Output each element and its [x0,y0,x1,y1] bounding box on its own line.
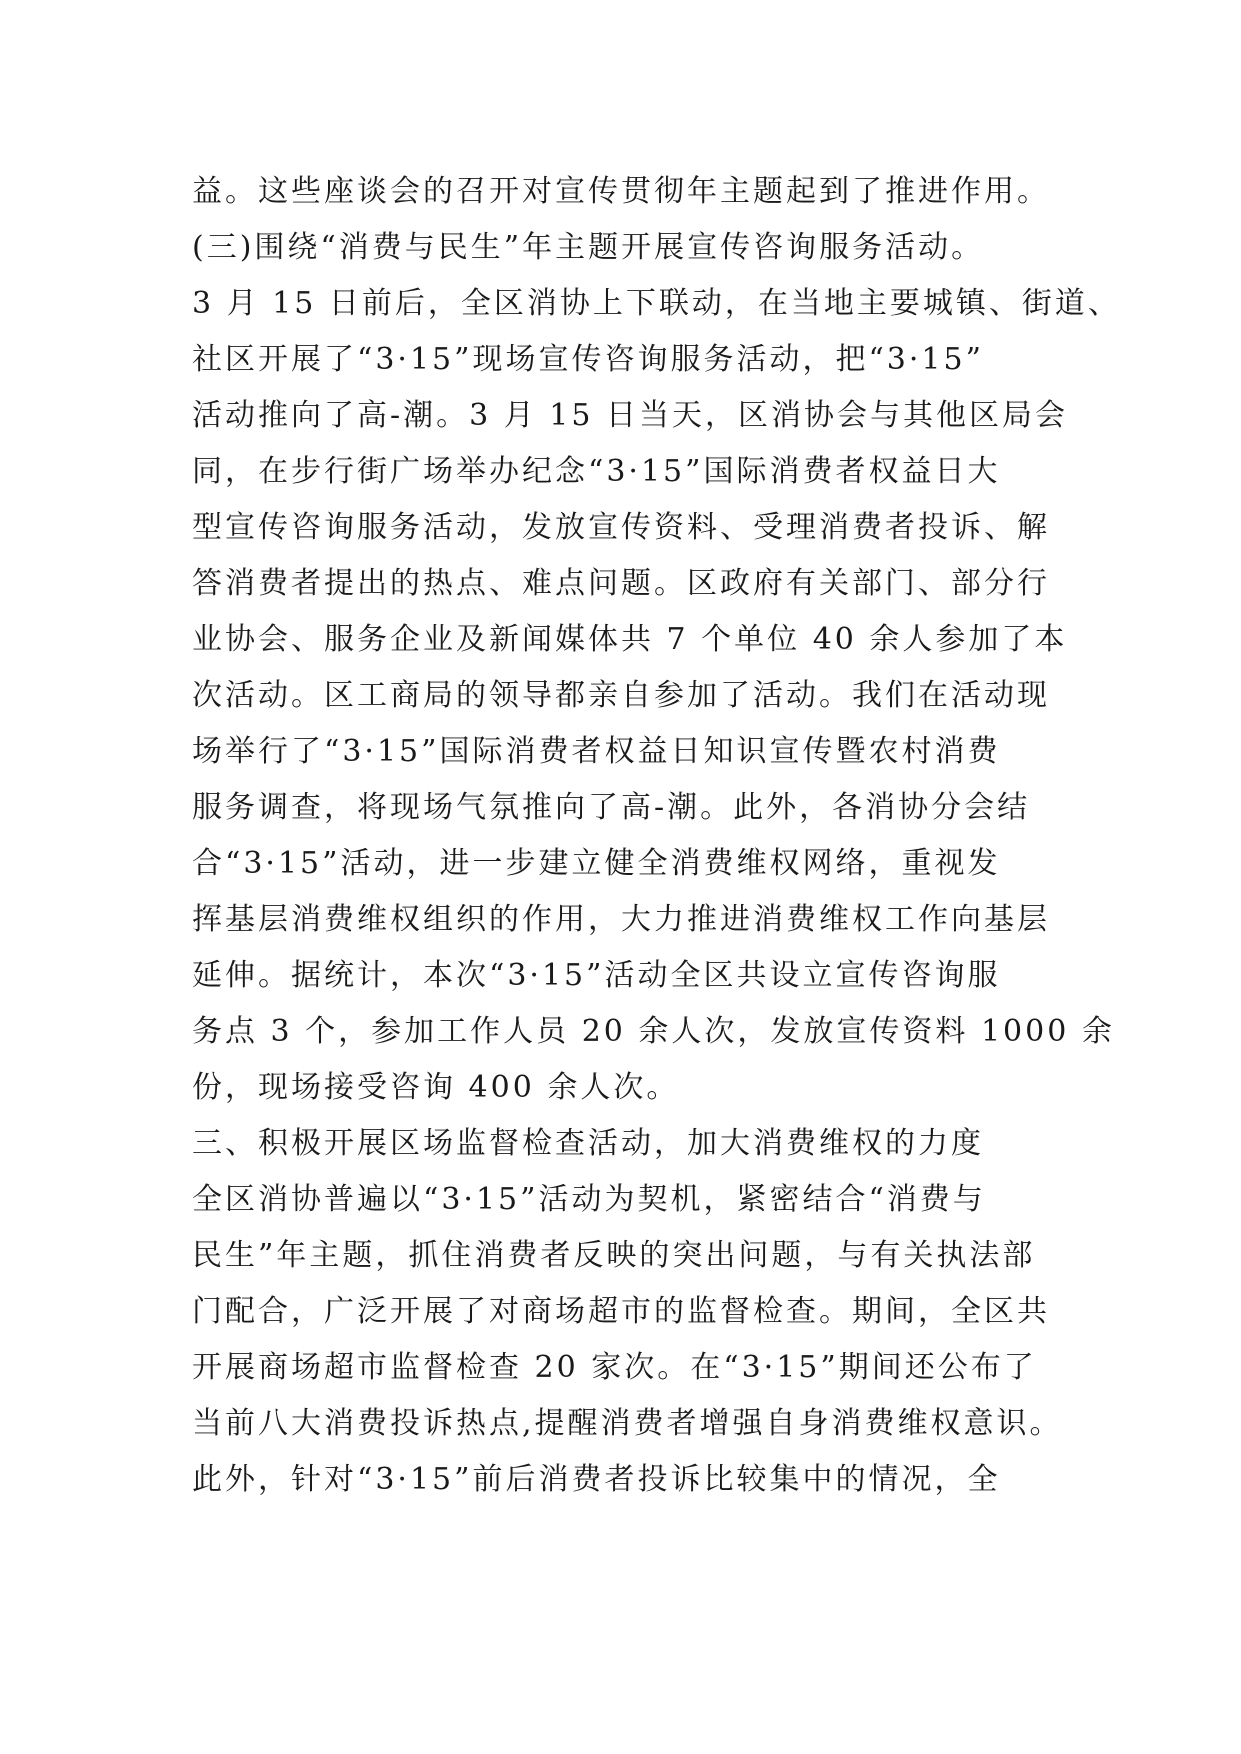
text-line: 同，在步行街广场举办纪念“3·15”国际消费者权益日大 [192,454,1001,489]
text-line: 答消费者提出的热点、难点问题。区政府有关部门、部分行 [192,566,1050,601]
section-heading: (三)围绕“消费与民生”年主题开展宣传咨询服务活动。 [192,230,985,265]
text-line: 务点 3 个，参加工作人员 20 余人次，发放宣传资料 1000 余 [192,1014,1115,1049]
text-line: 挥基层消费维权组织的作用，大力推进消费维权工作向基层 [192,902,1050,937]
text-line: 益。这些座谈会的召开对宣传贯彻年主题起到了推进作用。 [192,174,1050,209]
text-line: 社区开展了“3·15”现场宣传咨询服务活动，把“3·15” [192,342,984,377]
text-line: 延伸。据统计，本次“3·15”活动全区共设立宣传咨询服 [192,958,1001,993]
text-line: 此外，针对“3·15”前后消费者投诉比较集中的情况，全 [192,1462,1001,1497]
text-line: 活动推向了高-潮。3 月 15 日当天，区消协会与其他区局会 [192,398,1069,433]
text-line: 份，现场接受咨询 400 余人次。 [192,1070,680,1105]
text-line: 开展商场超市监督检查 20 家次。在“3·15”期间还公布了 [192,1350,1037,1385]
text-line: 服务调查，将现场气氛推向了高-潮。此外，各消协分会结 [192,790,1031,825]
text-line: 全区消协普遍以“3·15”活动为契机，紧密结合“消费与 [192,1182,986,1217]
section-heading: 三、积极开展区场监督检查活动，加大消费维权的力度 [192,1126,984,1161]
text-line: 型宣传咨询服务活动，发放宣传资料、受理消费者投诉、解 [192,510,1050,545]
text-line: 合“3·15”活动，进一步建立健全消费维权网络，重视发 [192,846,1001,881]
text-line: 当前八大消费投诉热点,提醒消费者增强自身消费维权意识。 [192,1406,1063,1441]
text-line: 次活动。区工商局的领导都亲自参加了活动。我们在活动现 [192,678,1050,713]
text-line: 民生”年主题，抓住消费者反映的突出问题，与有关执法部 [192,1238,1036,1273]
text-line: 业协会、服务企业及新闻媒体共 7 个单位 40 余人参加了本 [192,622,1068,657]
text-line: 场举行了“3·15”国际消费者权益日知识宣传暨农村消费 [192,734,1001,769]
text-line: 门配合，广泛开展了对商场超市的监督检查。期间，全区共 [192,1294,1050,1329]
body-text [192,164,1121,1508]
text-line: 3 月 15 日前后，全区消协上下联动，在当地主要城镇、街道、 [192,286,1121,321]
